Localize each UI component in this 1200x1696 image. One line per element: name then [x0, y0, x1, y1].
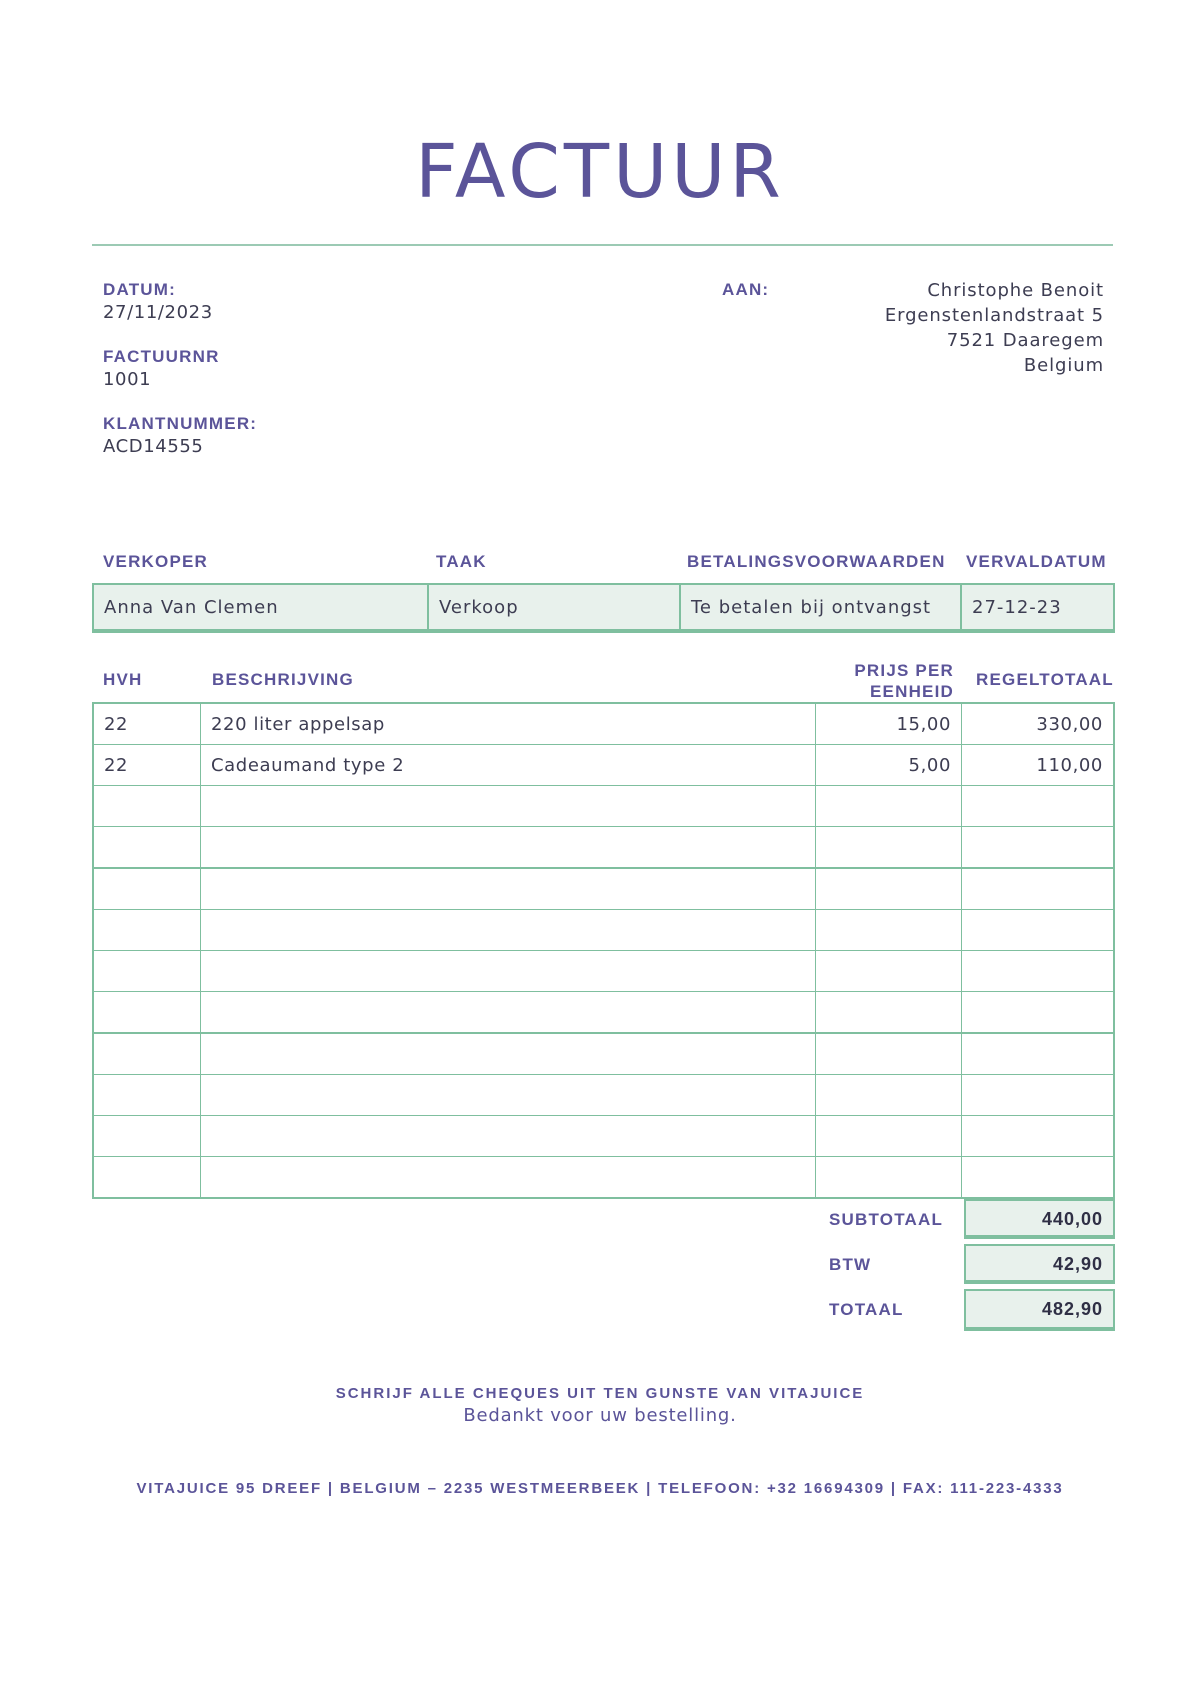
item-unit-price — [816, 951, 962, 992]
item-row — [93, 1033, 1114, 1075]
item-row — [93, 703, 1114, 745]
item-description — [201, 951, 816, 992]
item-unit-price: 15,00 — [816, 703, 962, 745]
item-line-total — [962, 786, 1115, 827]
job-table — [92, 583, 1115, 633]
item-description — [201, 868, 816, 910]
item-unit-price — [816, 868, 962, 910]
item-line-total — [962, 1157, 1115, 1199]
invoice-number-value: 1001 — [103, 369, 152, 390]
customer-number-value: ACD14555 — [103, 436, 204, 457]
item-row — [93, 745, 1114, 786]
subtotal-label: SUBTOTAAL — [829, 1210, 944, 1229]
date-label: DATUM: — [103, 280, 176, 299]
item-qty — [93, 786, 201, 827]
item-description — [201, 1116, 816, 1157]
vat-label: BTW — [829, 1255, 872, 1274]
item-qty: 22 — [93, 703, 201, 745]
title-divider — [92, 244, 1113, 246]
item-description: Cadeaumand type 2 — [201, 745, 816, 786]
item-line-total — [962, 1116, 1115, 1157]
item-qty — [93, 951, 201, 992]
item-row — [93, 1116, 1114, 1157]
item-row — [93, 827, 1114, 869]
item-unit-price — [816, 1033, 962, 1075]
description-header: BESCHRIJVING — [212, 670, 354, 689]
item-unit-price — [816, 910, 962, 951]
item-qty: 22 — [93, 745, 201, 786]
recipient-country: Belgium — [1023, 355, 1104, 376]
item-qty — [93, 1033, 201, 1075]
thanks-note: Bedankt voor uw bestelling. — [463, 1405, 737, 1426]
item-qty — [93, 1075, 201, 1116]
item-row — [93, 786, 1114, 827]
item-unit-price — [816, 827, 962, 869]
item-description: 220 liter appelsap — [201, 703, 816, 745]
item-line-total: 110,00 — [962, 745, 1115, 786]
items-table — [92, 702, 1115, 1199]
recipient-city: 7521 Daaregem — [946, 330, 1104, 351]
due-date-header: VERVALDATUM — [966, 552, 1107, 571]
item-description — [201, 992, 816, 1034]
item-line-total — [962, 1075, 1115, 1116]
item-unit-price — [816, 992, 962, 1034]
total-value: 482,90 — [964, 1289, 1115, 1331]
item-unit-price — [816, 786, 962, 827]
item-row — [93, 868, 1114, 910]
invoice-number-label: FACTUURNR — [103, 347, 220, 366]
item-line-total — [962, 992, 1115, 1034]
item-row — [93, 910, 1114, 951]
payment-terms-value: Te betalen bij ontvangst — [680, 584, 961, 631]
date-block — [103, 280, 213, 323]
item-line-total: 330,00 — [962, 703, 1115, 745]
customer-number-label: KLANTNUMMER: — [103, 414, 258, 433]
item-qty — [93, 827, 201, 869]
recipient-label: AAN: — [722, 280, 770, 299]
item-description — [201, 786, 816, 827]
vat-value: 42,90 — [964, 1244, 1115, 1284]
recipient-name: Christophe Benoit — [927, 280, 1104, 301]
unit-price-header-line2: EENHEID — [870, 682, 954, 701]
item-description — [201, 1075, 816, 1116]
company-info: VITAJUICE 95 DREEF | BELGIUM – 2235 WESTMEERBEEK | TELEFOON: +32 16694309 | FAX: 111-223-4333 — [136, 1480, 1064, 1497]
customer-number-block — [103, 414, 257, 457]
unit-price-header-line1: PRIJS PER — [854, 661, 954, 680]
item-description — [201, 1157, 816, 1199]
due-date-value: 27-12-23 — [961, 584, 1114, 631]
item-unit-price: 5,00 — [816, 745, 962, 786]
job-row — [93, 584, 1114, 631]
task-header: TAAK — [436, 552, 487, 571]
line-total-header: REGELTOTAAL — [976, 670, 1114, 689]
invoice-number-block — [103, 347, 220, 390]
recipient-address — [885, 278, 1104, 378]
seller-value: Anna Van Clemen — [93, 584, 428, 631]
item-description — [201, 910, 816, 951]
item-row — [93, 951, 1114, 992]
invoice-title: FACTUUR — [415, 129, 785, 215]
payment-terms-header: BETALINGSVOORWAARDEN — [687, 552, 946, 571]
total-label: TOTAAL — [829, 1300, 904, 1319]
item-qty — [93, 1157, 201, 1199]
item-qty — [93, 992, 201, 1034]
subtotal-value: 440,00 — [964, 1199, 1115, 1239]
seller-header: VERKOPER — [103, 552, 209, 571]
item-row — [93, 1075, 1114, 1116]
item-row — [93, 1157, 1114, 1199]
item-unit-price — [816, 1075, 962, 1116]
item-description — [201, 1033, 816, 1075]
item-line-total — [962, 868, 1115, 910]
recipient-street: Ergenstenlandstraat 5 — [884, 305, 1104, 326]
item-line-total — [962, 827, 1115, 869]
item-qty — [93, 910, 201, 951]
item-unit-price — [816, 1116, 962, 1157]
task-value: Verkoop — [428, 584, 680, 631]
item-line-total — [962, 910, 1115, 951]
item-qty — [93, 868, 201, 910]
unit-price-header — [820, 660, 954, 702]
item-row — [93, 992, 1114, 1034]
item-line-total — [962, 1033, 1115, 1075]
item-description — [201, 827, 816, 869]
item-qty — [93, 1116, 201, 1157]
date-value: 27/11/2023 — [103, 302, 213, 323]
qty-header: HVH — [103, 670, 143, 689]
cheque-note: SCHRIJF ALLE CHEQUES UIT TEN GUNSTE VAN VITAJUICE — [335, 1385, 865, 1402]
item-line-total — [962, 951, 1115, 992]
item-unit-price — [816, 1157, 962, 1199]
